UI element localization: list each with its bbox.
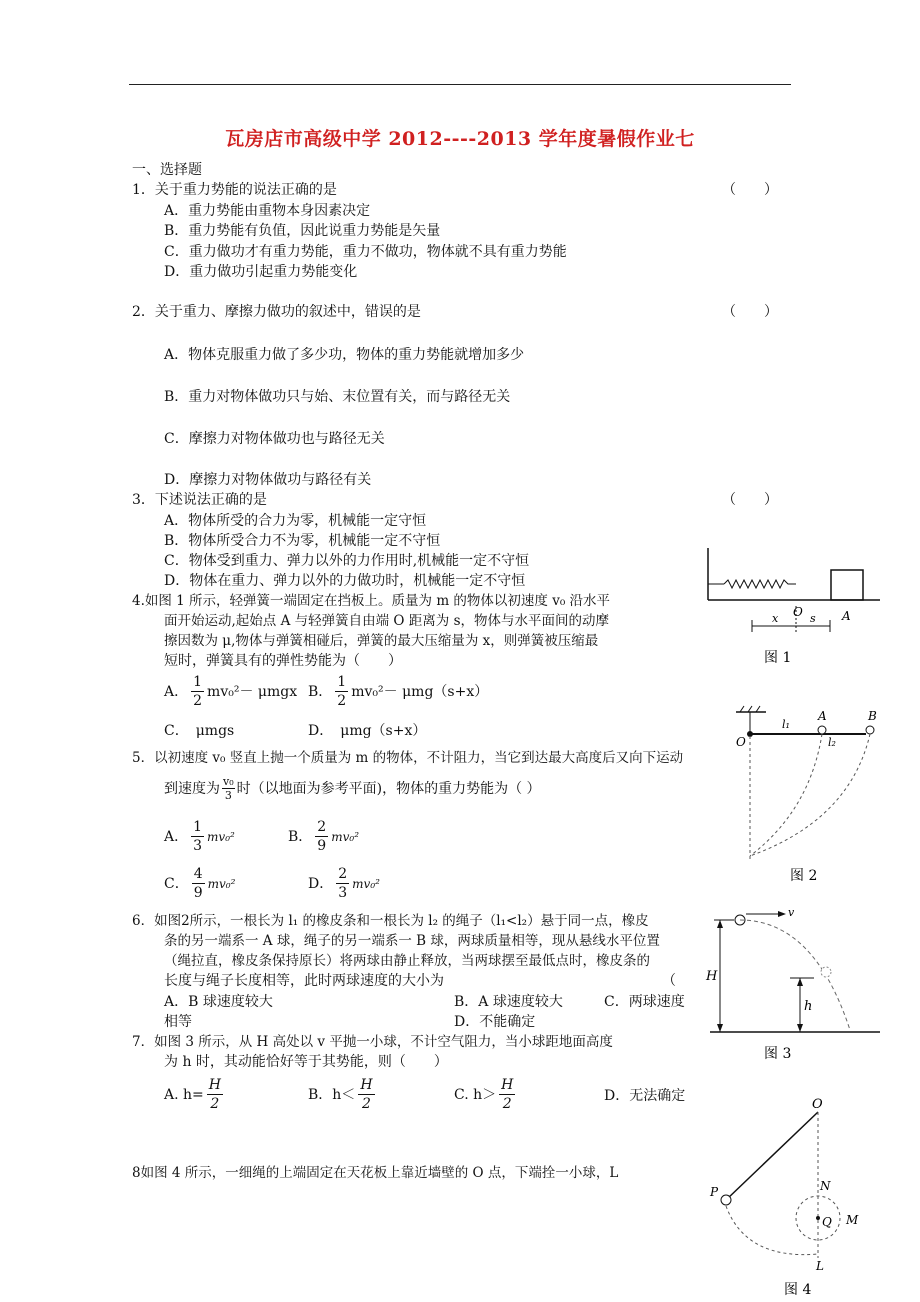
q6-option-a: A．B 球速度较大 [164,994,273,1010]
q2-option-d: D．摩擦力对物体做功与路径有关 [164,472,372,488]
q2-answer-paren: （ ） [722,304,778,320]
fraction-numerator: 1 [337,674,347,690]
label-h: h [804,999,813,1014]
q7-a-label: A. h= [164,1086,204,1103]
label-n: N [820,1179,831,1193]
fraction-denominator: 2 [337,693,347,709]
label-a: A [818,709,827,723]
q5-c-label: C． [164,875,189,892]
q3-answer-paren: （ ） [722,492,778,508]
fraction-numerator: 1 [193,674,203,690]
fraction-denominator: 3 [193,838,203,854]
q5-option-b [288,818,359,855]
swing-path [726,1206,818,1255]
q6-option-d: D．不能确定 [454,1014,536,1030]
page-title: 瓦房店市高级中学 2012----2013 学年度暑假作业七 [225,128,695,150]
q7-option-b [308,1076,378,1113]
q5-option-d [308,865,380,902]
q4-option-d: D． μmg（s+x） [308,723,427,739]
path-b [750,734,870,856]
q7-option-d: D．无法确定 [604,1088,686,1104]
label-l1: l₁ [782,718,790,731]
label-q: Q [822,1215,832,1229]
q5-b-fraction [315,818,328,855]
fraction-denominator: 2 [361,1096,371,1112]
q7-c-label: C. h＞ [454,1086,497,1103]
q5-d-fraction [336,865,349,902]
q6-option-c-cont: 相等 [164,1014,192,1030]
q1-option-b: B．重力势能有负值，因此说重力势能是矢量 [164,223,441,239]
q6-line-1: 6．如图2所示，一根长为 l₁ 的橡皮条和一根长为 l₂ 的绳子（l₁<l₂）悬于同一点，橡皮 [132,913,649,929]
label-b: B [868,709,877,723]
q3-option-a: A．物体所受的合力为零，机械能一定守恒 [164,513,427,529]
label-l2: l₂ [828,736,836,749]
q4-b-label: B． [308,683,333,700]
fraction-numerator: H [208,1077,221,1093]
q5-d-label: D． [308,875,334,892]
fraction-numerator: H [501,1077,514,1093]
q6-answer-paren: （ [662,973,676,989]
fraction-denominator: 2 [210,1096,220,1112]
fraction-denominator: 9 [317,838,327,854]
q4-b-expression: mv₀²－ μmg（s+x） [351,683,489,700]
q5-a-unit: mv₀² [207,829,235,844]
q4-a-expression: mv₀²－ μmgx [207,683,298,700]
label-o: O [736,735,746,749]
label-p: P [710,1185,719,1199]
hatch [748,706,752,712]
fraction-denominator: 9 [193,885,203,901]
q5-option-a [164,818,235,855]
q7-b-label: B．h＜ [308,1086,356,1103]
ball-b [866,726,874,734]
q5-a-label: A． [164,828,189,845]
ball-p [721,1195,731,1205]
figure-2-pendulum-diagram [730,700,890,886]
q3-stem: 3．下述说法正确的是 [132,492,267,508]
figure-4-caption: 图 4 [784,1282,812,1298]
q5-d-unit: mv₀² [352,876,380,891]
section-heading: 一、选择题 [132,162,202,178]
q6-line-2: 条的另一端系一 A 球，绳子的另一端系一 B 球，两球质量相等，现从悬线水平位置 [164,933,660,949]
fraction-numerator: 4 [193,866,203,882]
q7-a-fraction [207,1076,223,1113]
q7-option-a [164,1076,226,1113]
label-a: A [842,609,851,623]
q4-a-fraction [191,673,204,710]
q5-line-1: 5．以初速度 v₀ 竖直上抛一个质量为 m 的物体，不计阻力，当它到达最大高度后又向下运动 [132,750,684,766]
nail-q [816,1216,820,1220]
q7-c-fraction [499,1076,515,1113]
q5-b-label: B． [288,828,313,845]
q1-stem: 1．关于重力势能的说法正确的是 [132,182,337,198]
q3-option-d: D．物体在重力、弹力以外的力做功时，机械能一定不守恒 [164,573,526,589]
spring [724,580,796,588]
label-o: O [793,605,803,619]
q4-a-label: A． [164,683,189,700]
path-a [750,734,822,856]
arrow-down [797,1024,803,1032]
q6-line-4: 长度与绳子长度相等，此时两球速度的大小为 [164,973,444,989]
q7-option-c [454,1076,518,1113]
label-s: s [810,612,816,625]
label-l: L [816,1259,824,1273]
q4-line-3: 擦因数为 μ,物体与弹簧相碰后，弹簧的最大压缩量为 x，则弹簧被压缩最 [164,633,599,649]
hatch [756,706,760,712]
header-rule [129,84,791,85]
q5-a-fraction [191,818,204,855]
q5-line-2-post: 时（以地面为参考平面)，物体的重力势能为（ ） [236,780,541,797]
q6-line-3: （绳拉直，橡皮条保持原长）将两球由静止释放，当两球摆至最低点时，橡皮条的 [164,953,650,969]
q5-c-unit: mv₀² [207,876,236,891]
q2-stem: 2．关于重力、摩擦力做功的叙述中，错误的是 [132,304,421,320]
q3-option-c: C．物体受到重力、弹力以外的力作用时,机械能一定不守恒 [164,553,530,569]
label-v: v [788,906,795,919]
q7-line-2: 为 h 时，其动能恰好等于其势能，则（ ） [164,1054,448,1070]
label-o: O [812,1097,823,1112]
q4-option-a [164,673,297,710]
figure-4-pendulum-diagram [706,1094,876,1300]
q5-b-unit: mv₀² [331,829,359,844]
arrow-up [717,920,723,928]
q7-b-fraction [358,1076,374,1113]
fraction-numerator: v₀ [223,775,234,788]
q4-option-b [308,673,488,710]
figure-3-caption: 图 3 [764,1046,792,1062]
q5-c-fraction [192,865,205,902]
label-H: H [706,969,718,984]
q1-option-a: A．重力势能由重物本身因素决定 [164,203,371,219]
q1-option-c: C．重力做功才有重力势能，重力不做功，物体就不具有重力势能 [164,244,567,260]
q2-option-b: B．重力对物体做功只与始、末位置有关，而与路径无关 [164,389,511,405]
fraction-denominator: 3 [338,885,348,901]
velocity-arrowhead [778,911,786,917]
q4-line-1: 4.如图 1 所示，轻弹簧一端固定在挡板上。质量为 m 的物体以初速度 v₀ 沿水平 [132,593,611,609]
fraction-denominator: 3 [224,789,232,802]
q4-b-fraction [335,673,348,710]
string [726,1112,818,1200]
label-x: x [772,612,779,625]
q2-option-a: A．物体克服重力做了多少功，物体的重力势能就增加多少 [164,347,525,363]
ball-ghost [821,967,831,977]
q5-option-c [164,865,235,902]
hatch [740,706,744,712]
fraction-denominator: 2 [193,693,203,709]
block [831,570,863,600]
trajectory [740,920,850,1030]
label-m: M [846,1213,859,1227]
fraction-numerator: 2 [317,819,327,835]
figure-3-projectile-diagram [704,900,884,1062]
q1-answer-paren: （ ） [722,182,778,198]
arrow-down [717,1024,723,1032]
fraction-numerator: 2 [338,866,348,882]
q4-option-c: C． μmgs [164,723,235,739]
q7-line-1: 7．如图 3 所示，从 H 高处以 v 平抛一小球，不计空气阻力，当小球距地面高度 [132,1034,613,1050]
q2-option-c: C．摩擦力对物体做功也与路径无关 [164,431,385,447]
q4-line-4: 短时，弹簧具有的弹性势能为（ ） [164,653,402,669]
q5-line-2 [164,775,541,802]
figure-1-spring-diagram [704,544,884,670]
q6-option-b: B．A 球速度较大 [454,994,563,1010]
q8-line-1: 8如图 4 所示，一细绳的上端固定在天花板上靠近墙壁的 O 点，下端拴一小球，L [132,1165,619,1181]
q1-option-d: D．重力做功引起重力势能变化 [164,264,358,280]
q6-option-c: C．两球速度 [604,994,685,1010]
figure-2-caption: 图 2 [790,868,818,884]
arrow-up [797,978,803,986]
q3-option-b: B．物体所受合力不为零，机械能一定不守恒 [164,533,441,549]
figure-1-caption: 图 1 [764,650,792,666]
ball-a [818,726,826,734]
q4-line-2: 面开始运动,起始点 A 与轻弹簧自由端 O 距离为 s，物体与水平面间的动摩 [164,613,609,629]
q5-speed-fraction [222,775,235,802]
q5-line-2-pre: 到速度为 [164,780,220,797]
fraction-denominator: 2 [502,1096,512,1112]
fraction-numerator: 1 [193,819,203,835]
fraction-numerator: H [360,1077,373,1093]
